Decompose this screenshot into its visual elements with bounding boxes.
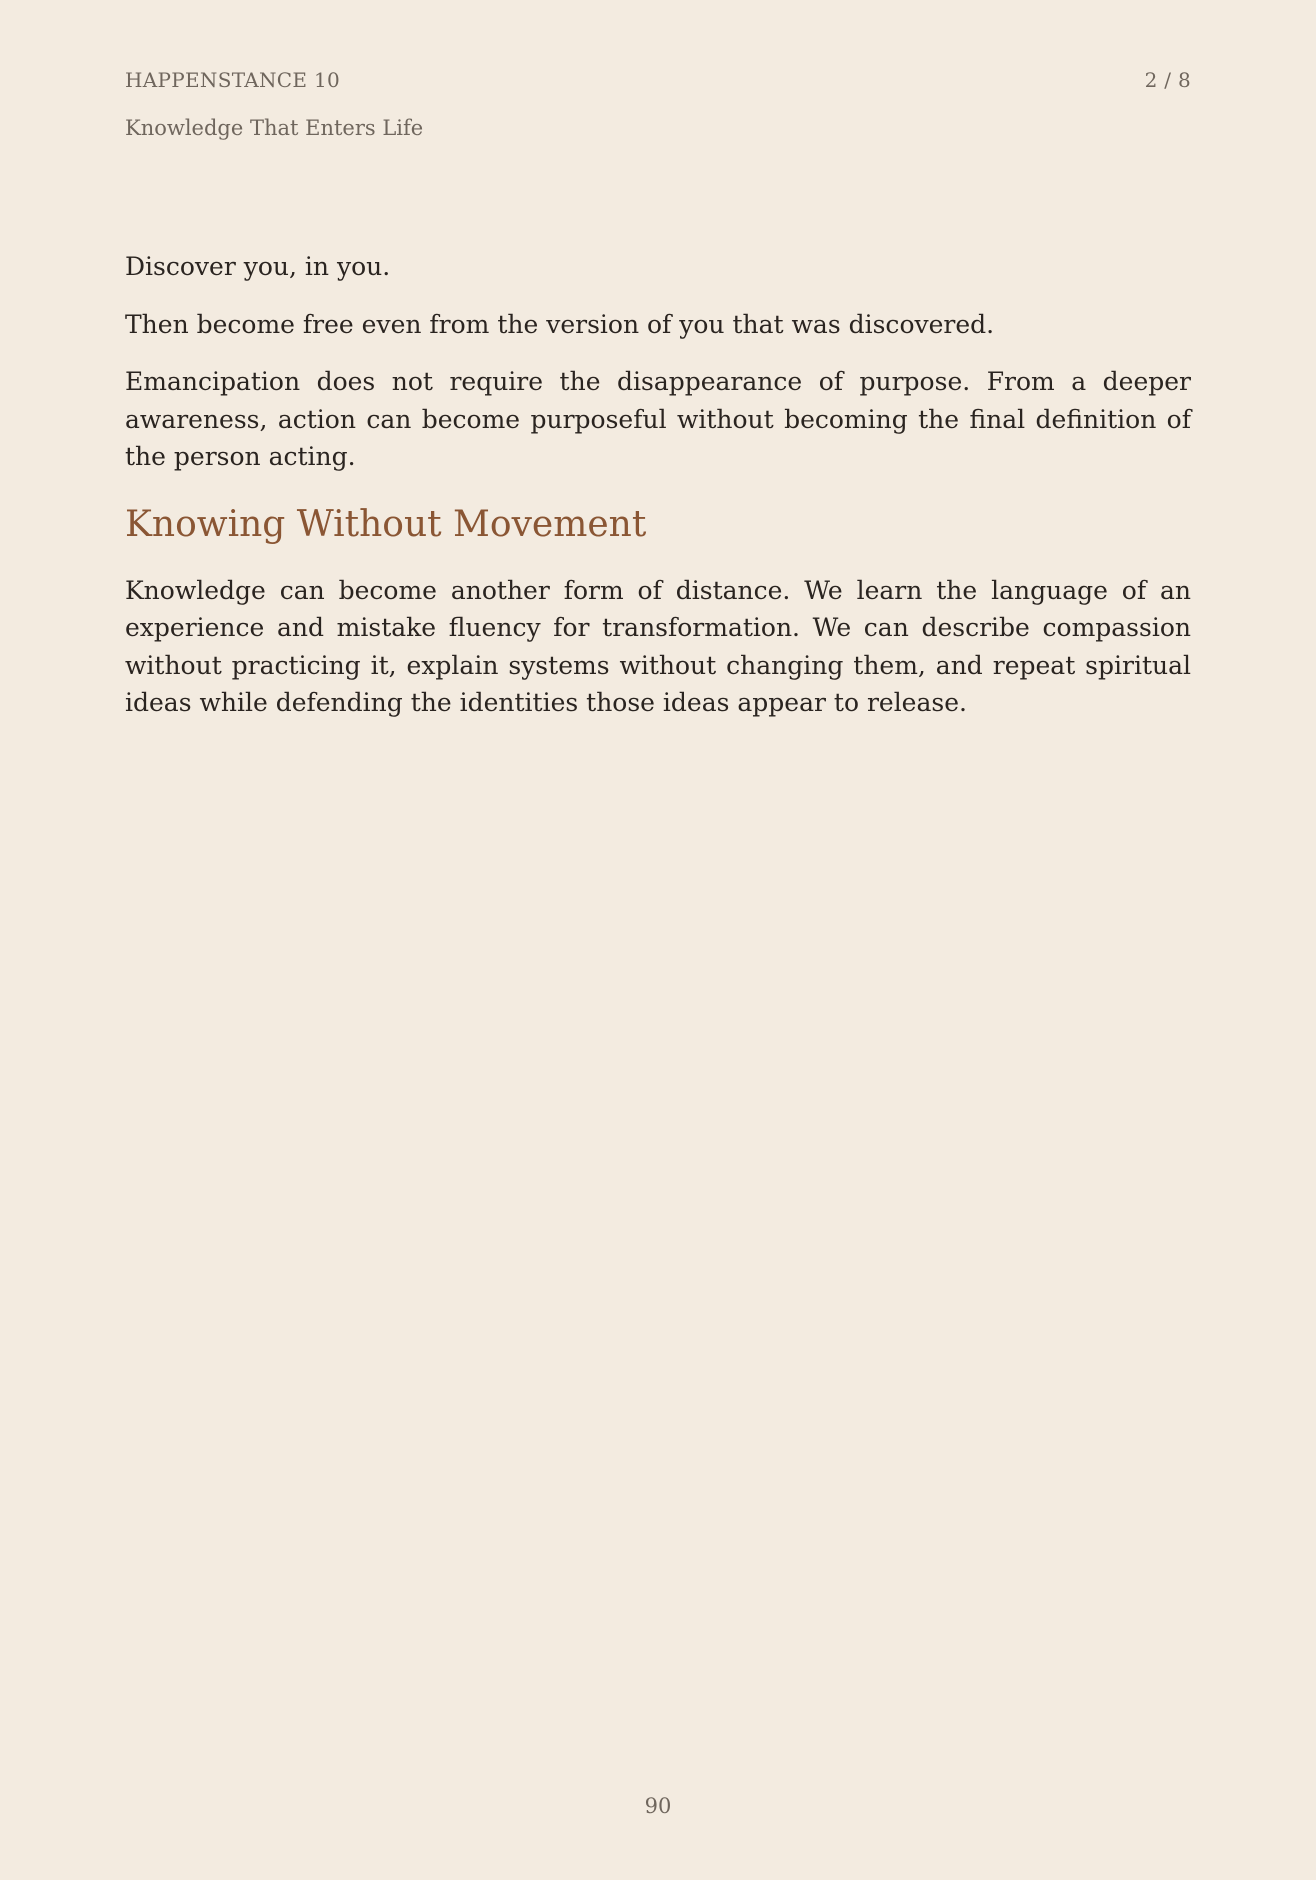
paragraph: Knowledge can become another form of distance. We learn the language of an experience and mistake fluency for transformation. We can describe compassion without practicing it, explain systems without changing them, and repeat spiritual ideas while defending the identities those ideas appear to release. bbox=[125, 575, 1191, 717]
page-number: 90 bbox=[644, 1794, 672, 1818]
paragraph: Discover you, in you. bbox=[125, 252, 391, 281]
page-progress: 2 / 8 bbox=[1144, 68, 1191, 92]
chapter-title: Knowledge That Enters Life bbox=[125, 116, 424, 140]
page-content bbox=[125, 248, 1191, 742]
running-header bbox=[125, 68, 1191, 92]
book-title: HAPPENSTANCE 10 bbox=[125, 68, 340, 92]
paragraph: Then become free even from the version of you that was discovered. bbox=[125, 309, 995, 339]
paragraph: Emancipation does not require the disappearance of purpose. From a deeper awareness, action can become purposeful without becoming the final definition of the person acting. bbox=[125, 367, 1191, 471]
section-heading: Knowing Without Movement bbox=[125, 503, 647, 545]
